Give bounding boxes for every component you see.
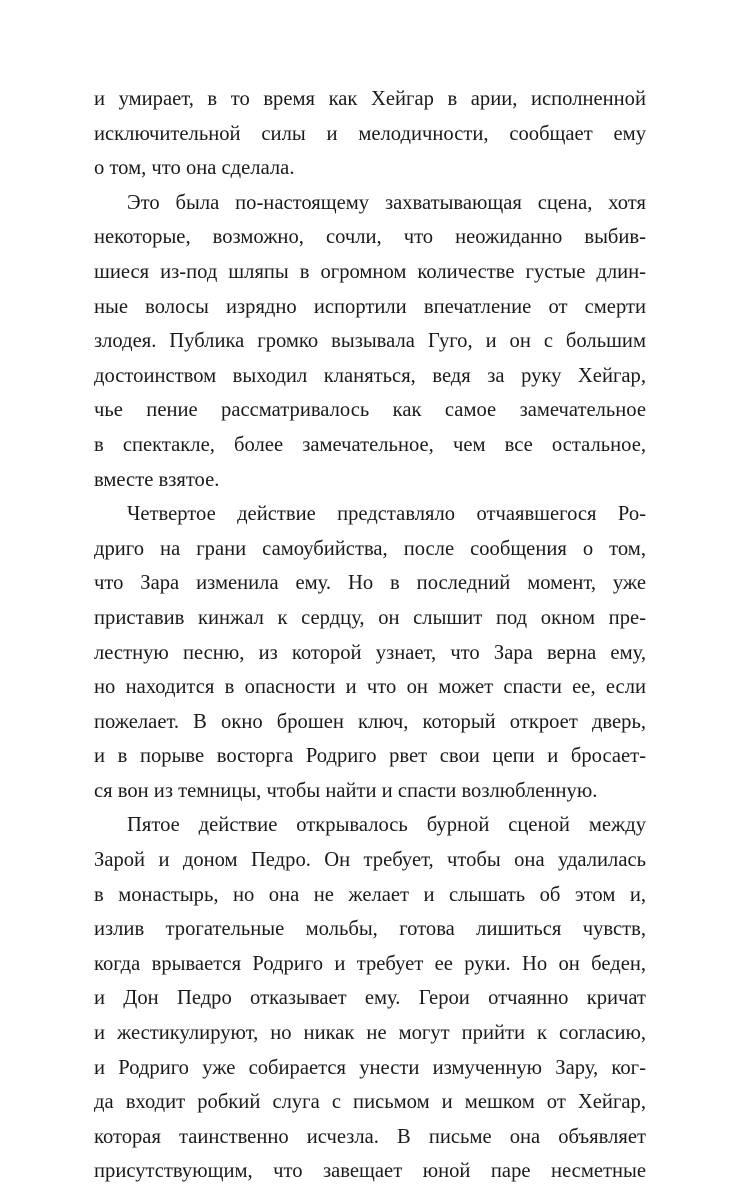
- text-line: злодея. Публика громко вызывала Гуго, и он с большим: [94, 330, 646, 353]
- text-line: и Дон Педро отказывает ему. Герои отчаянно кричат: [94, 987, 646, 1010]
- text-line: когда врывается Родриго и требует ее руки. Но он беден,: [94, 952, 646, 975]
- paragraph: [94, 497, 646, 808]
- text-line: что Зара изменила ему. Но в последний момент, уже: [94, 572, 646, 595]
- text-line: излив трогательные мольбы, готова лишиться чувств,: [94, 918, 646, 941]
- text-line: пожелает. В окно брошен ключ, который откроет дверь,: [94, 710, 646, 733]
- text-line: ные волосы изрядно испортили впечатление от смерти: [94, 295, 646, 318]
- text-line: которая таинственно исчезла. В письме она объявляет: [94, 1125, 646, 1148]
- text-line: приставив кинжал к сердцу, он слышит под окном пре-: [94, 606, 646, 629]
- text-line: в монастырь, но она не желает и слышать об этом и,: [94, 883, 646, 906]
- text-line: исключительной силы и мелодичности, сообщает ему: [94, 122, 646, 145]
- text-line: ся вон из темницы, чтобы найти и спасти возлюбленную.: [94, 779, 598, 802]
- text-line: вместе взятое.: [94, 468, 220, 491]
- text-line: и в порыве восторга Родриго рвет свои цепи и бросает-: [94, 745, 646, 768]
- text-line: и умирает, в то время как Хейгар в арии, исполненной: [94, 88, 646, 110]
- paragraph: [94, 186, 646, 497]
- text-line: в спектакле, более замечательное, чем все остальное,: [94, 433, 646, 456]
- paragraph: [94, 808, 646, 1189]
- text-line: Четвертое действие представляло отчаявшегося Ро-: [127, 503, 646, 526]
- text-line: шиеся из-под шляпы в огромном количестве густые длин-: [94, 260, 646, 283]
- book-page: [94, 82, 646, 1189]
- paragraph: [94, 82, 646, 186]
- text-line: о том, что она сделала.: [94, 157, 295, 180]
- text-line: лестную песню, из которой узнает, что Зара верна ему,: [94, 641, 646, 664]
- text-line: дриго на грани самоубийства, после сообщения о том,: [94, 537, 646, 560]
- text-line: некоторые, возможно, сочли, что неожиданно выбив-: [94, 226, 646, 249]
- text-line: чье пение рассматривалось как самое замечательное: [94, 399, 646, 422]
- text-line: Зарой и доном Педро. Он требует, чтобы она удалилась: [94, 849, 646, 872]
- text-line: присутствующим, что завещает юной паре несметные: [94, 1160, 646, 1183]
- text-line: и Родриго уже собирается унести измученную Зару, ког-: [94, 1056, 646, 1079]
- text-line: Пятое действие открывалось бурной сценой между: [127, 814, 646, 837]
- text-line: но находится в опасности и что он может спасти ее, если: [94, 676, 646, 699]
- text-line: и жестикулируют, но никак не могут прийти к согласию,: [94, 1022, 646, 1045]
- text-line: Это была по-настоящему захватывающая сцена, хотя: [127, 191, 646, 214]
- text-line: достоинством выходил кланяться, ведя за руку Хейгар,: [94, 364, 646, 387]
- text-line: да входит робкий слуга с письмом и мешком от Хейгар,: [94, 1091, 646, 1114]
